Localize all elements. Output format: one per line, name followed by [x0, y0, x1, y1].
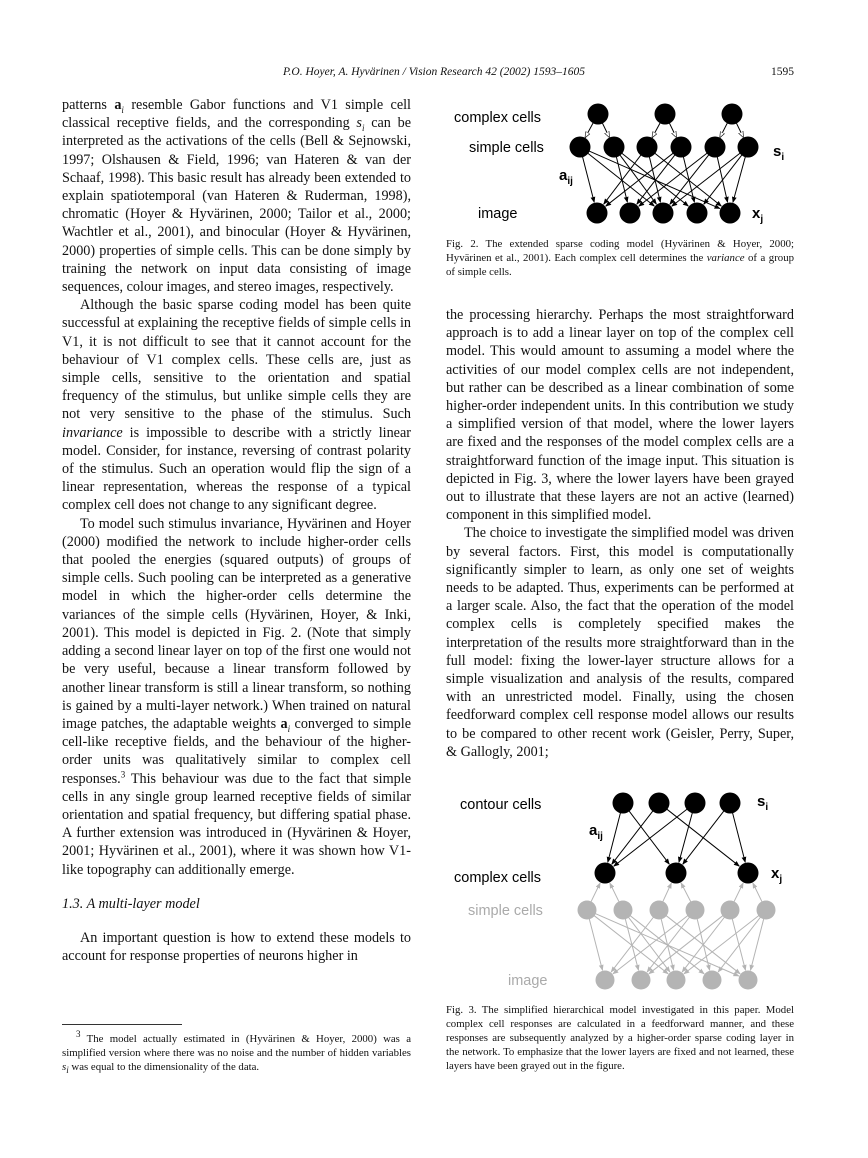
figure-2-caption: Fig. 2. The extended sparse coding model (Hyvärinen & Hoyer, 2000; Hyvärinen et al., 2001). Each complex cell determines the variance of a group of simple cells. [446, 238, 794, 278]
fig2-variance-link [602, 123, 609, 137]
right-paragraph-2: The choice to investigate the simplified model was driven by several factors. First, this model is computationally significantly simpler to learn, as only one set of weights needs to be adapted. Thus, experiments can be performed at a larger scale. Also, the fact that the operation of the model complex cells is completely specified makes the interpretation of the results more straightforward than in the full model: fixing the lower-layer structure allows for a simple visualization and analysis of the results, compared with an unrestricted model. Finally, using the chosen feedforward complex cell response model allows our results to be compared to other recent work (Geisler, Perry, Super, & Gallogly, 2001; [446, 525, 794, 760]
fig3-label-xj: $x_j$ [771, 865, 783, 885]
fig2-variance-link [669, 123, 676, 137]
fig2-weight-link [704, 155, 742, 204]
fig3-gray-link [628, 917, 670, 972]
fig2-simple-node [671, 137, 692, 158]
section-heading: 1.3. A multi-layer model [62, 895, 200, 912]
fig3-gray-link [594, 916, 668, 974]
fig3-simple-node [721, 901, 740, 920]
fig2-variance-link [720, 123, 727, 137]
fig2-weight-link [670, 155, 709, 205]
fig2-weight-link [672, 153, 740, 206]
fig3-label-si: $s_i$ [757, 793, 769, 813]
fig2-weight-link [589, 151, 720, 209]
fig3-complex-node [738, 863, 759, 884]
fig3-gray-link [682, 917, 724, 972]
fig3-weight-link [683, 811, 724, 864]
fig3-image-node [632, 971, 651, 990]
fig2-weight-link [637, 155, 675, 204]
fig3-gray-link [613, 916, 688, 974]
fig3-gray-link [649, 916, 723, 974]
fig2-image-node [687, 203, 708, 224]
fig2-complex-node [655, 104, 676, 125]
right-paragraph-1: the processing hierarchy. Perhaps the most straightforward approach is to add a linear layer on top of the complex cell model. This would amount to assuming a model where the activities of our model complex cells are not independent, but rather can be described as a linear combination of some higher-order independent units. In this contribution we study a simplified version of that model, where the lower layers are fixed and the responses of the model complex cells are a straightforward function of the image input. This situation is depicted in Fig. 3, where the lower layers have been grayed out to illustrate that these layers are not an active (learned) component in this simplified model. [446, 307, 794, 524]
fig2-simple-node [637, 137, 658, 158]
fig2-weight-link [606, 153, 673, 206]
fig2-weight-link [620, 155, 656, 204]
footnote-divider [62, 1024, 182, 1025]
fig2-image-node [720, 203, 741, 224]
fig3-gray-link [661, 919, 674, 971]
fig3-label-complex-cells: complex cells [454, 870, 542, 886]
fig2-weight-link [622, 153, 689, 206]
fig3-gray-link [718, 917, 760, 972]
fig3-image-node [596, 971, 615, 990]
fig2-weight-link [582, 157, 594, 203]
fig3-weight-link [608, 813, 621, 863]
fig2-weight-link [639, 153, 707, 206]
fig2-label-simple-cells: simple cells [469, 140, 544, 156]
fig3-gray-link [625, 919, 638, 971]
fig3-weight-link [614, 809, 687, 866]
fig2-image-node [653, 203, 674, 224]
fig3-gray-link [630, 916, 704, 974]
page-number: 1595 [771, 66, 794, 78]
fig3-label-aij: $a_{ij}$ [589, 822, 603, 842]
fig3-contour-node [720, 793, 741, 814]
fig2-weight-link [717, 157, 727, 203]
fig3-contour-node [649, 793, 670, 814]
page-header [0, 66, 868, 86]
fig3-weight-link [732, 813, 745, 863]
fig2-variance-link [585, 123, 593, 138]
paragraph-4: An important question is how to extend these models to account for response properties of neurons higher in [62, 929, 411, 965]
fig3-simple-node [686, 901, 705, 920]
fig3-gray-link [666, 916, 740, 974]
fig2-label-image: image [478, 206, 518, 222]
fig2-weight-link [649, 157, 660, 203]
fig2-label-aij: $a_{ij}$ [559, 167, 573, 187]
fig3-complex-node [666, 863, 687, 884]
fig2-weight-link [616, 157, 627, 203]
right-column [446, 306, 794, 761]
fig3-gray-link [663, 883, 672, 902]
fig2-label-si: $s_i$ [773, 143, 785, 163]
fig3-gray-link [591, 883, 600, 902]
fig3-image-node [703, 971, 722, 990]
fig3-label-image: image [508, 973, 548, 989]
fig3-gray-link [647, 917, 689, 972]
fig3-weight-link [612, 811, 653, 864]
fig3-image-node [739, 971, 758, 990]
fig2-label-xj: $x_j$ [752, 205, 764, 225]
fig3-label-contour-cells: contour cells [460, 797, 542, 813]
fig3-contour-node [685, 793, 706, 814]
fig3-simple-node [650, 901, 669, 920]
fig3-weight-link [667, 809, 739, 866]
figure-3-caption: Fig. 3. The simplified hierarchical model investigated in this paper. Model complex cell responses are calculated in a feedforward manner, and these responses are subsequently analyzed by a higher-order sparse coding layer in the network. To emphasize that the lower layers are fixed and not learned, these layers have been grayed out in the figure. [446, 1004, 794, 1072]
fig3-gray-link [750, 919, 763, 971]
paragraph-3: To model such stimulus invariance, Hyvärinen and Hoyer (2000) modified the network to include higher-order cells that pooled the energies (squared outputs) of groups of simple cells. Such pooling can be interpreted as a generative model in which the higher-order cells determine the variances of the simple cells (Hyvärinen, Hoyer, & Inki, 2001). This model is depicted in Fig. 2. (Note that simply adding a second linear layer on top of the first one would not be very useful, because a linear transform followed by another linear transform is still a linear transform, so nothing is gained by a multi-layer network.) When trained on natural image patches, the adaptable weights $a_i$ converged to simple cell-like receptive fields, and the behaviour of the higher-order units was qualitatively similar to complex cell responses.$^3$ This behaviour was due to the fact that simple cells in any single group learned receptive fields of similar orientation and spatial frequency, but differing spatial phase. A further extension was introduced in (Hyvärinen & Hoyer, 2001; Hyvärinen et al., 2001), where it was shown how V1-like topography can additionally emerge. [62, 515, 412, 878]
fig2-weight-link [588, 153, 655, 206]
fig3-complex-node [595, 863, 616, 884]
fig2-weight-link [604, 155, 641, 204]
fig3-gray-link [610, 883, 619, 902]
fig2-variance-link [652, 123, 660, 138]
fig2-weight-link [683, 157, 694, 203]
fig2-simple-node [604, 137, 625, 158]
fig2-simple-node [705, 137, 726, 158]
fig3-gray-link [595, 914, 739, 976]
fig3-gray-link [697, 919, 710, 971]
fig3-simple-node [614, 901, 633, 920]
paragraph-1: patterns $a_i$ resemble Gabor functions and V1 simple cell classical receptive fields, and the corresponding $s_i$ can be interpreted as the activations of the cells (Bell & Sejnowski, 1997; Olshausen & Field, 1996; van Hateren & van der Schaaf, 1998). This basic result has already been extended to explain spatiotemporal (van Hateren & Ruderman, 1998), chromatic (Hoyer & Hyvärinen, 2000; Tailor et al., 2000; Wachtler et al., 2001), and binocular (Hoyer & Hyvärinen, 2000) properties of simple cells. This can be done simply by training the network on input data consisting of image sequences, colour images, and stereo images, respectively. [62, 97, 411, 296]
footnote: $^3$ The model actually estimated in (Hyvärinen & Hoyer, 2000) was a simplified version where there was no noise and the number of hidden variables $s_i$ was equal to the dimensionality of the data. [62, 1029, 411, 1076]
fig2-simple-node [738, 137, 759, 158]
left-column [62, 96, 411, 965]
fig3-label-simple-cells: simple cells [468, 903, 543, 919]
paragraph-2: Although the basic sparse coding model has been quite successful at explaining the receptive fields of simple cells in V1, it is not difficult to see that it cannot account for the behaviour of V1 complex cells. These cells are, just as simple cells, sensitive to the orientation and spatial frequency of the stimulus, but unlike simple cells they are not very sensitive to the phase of the stimulus. Such invariance is impossible to describe with a strictly linear model. Consider, for instance, reversing of contrast polarity of the stimulus. Such an operation would flip the sign of a linear representation, whereas the response of a typical complex cell does not change to any significant degree. [62, 297, 411, 514]
fig3-contour-node [613, 793, 634, 814]
running-title: P.O. Hoyer, A. Hyvärinen / Vision Research 42 (2002) 1593–1605 [282, 66, 586, 78]
fig2-label-complex-cells: complex cells [454, 110, 542, 126]
fig2-simple-node [570, 137, 591, 158]
fig3-gray-link [734, 883, 743, 902]
fig2-complex-node [722, 104, 743, 125]
fig3-simple-node [578, 901, 597, 920]
fig3-weight-link [679, 813, 692, 863]
fig2-image-node [587, 203, 608, 224]
fig2-weight-link [655, 153, 722, 206]
fig3-gray-link [681, 883, 691, 902]
fig2-variance-link [736, 123, 743, 137]
fig3-gray-link [611, 917, 653, 972]
fig3-image-node [667, 971, 686, 990]
fig2-complex-node [588, 104, 609, 125]
fig3-gray-link [684, 916, 759, 974]
fig3-gray-link [589, 919, 602, 971]
fig3-simple-node [757, 901, 776, 920]
fig3-weight-link [629, 811, 669, 864]
fig3-gray-link [732, 919, 745, 971]
footnote-ref: 3 [120, 768, 126, 779]
fig3-gray-link [753, 883, 762, 902]
fig2-image-node [620, 203, 641, 224]
fig2-weight-link [733, 157, 745, 203]
